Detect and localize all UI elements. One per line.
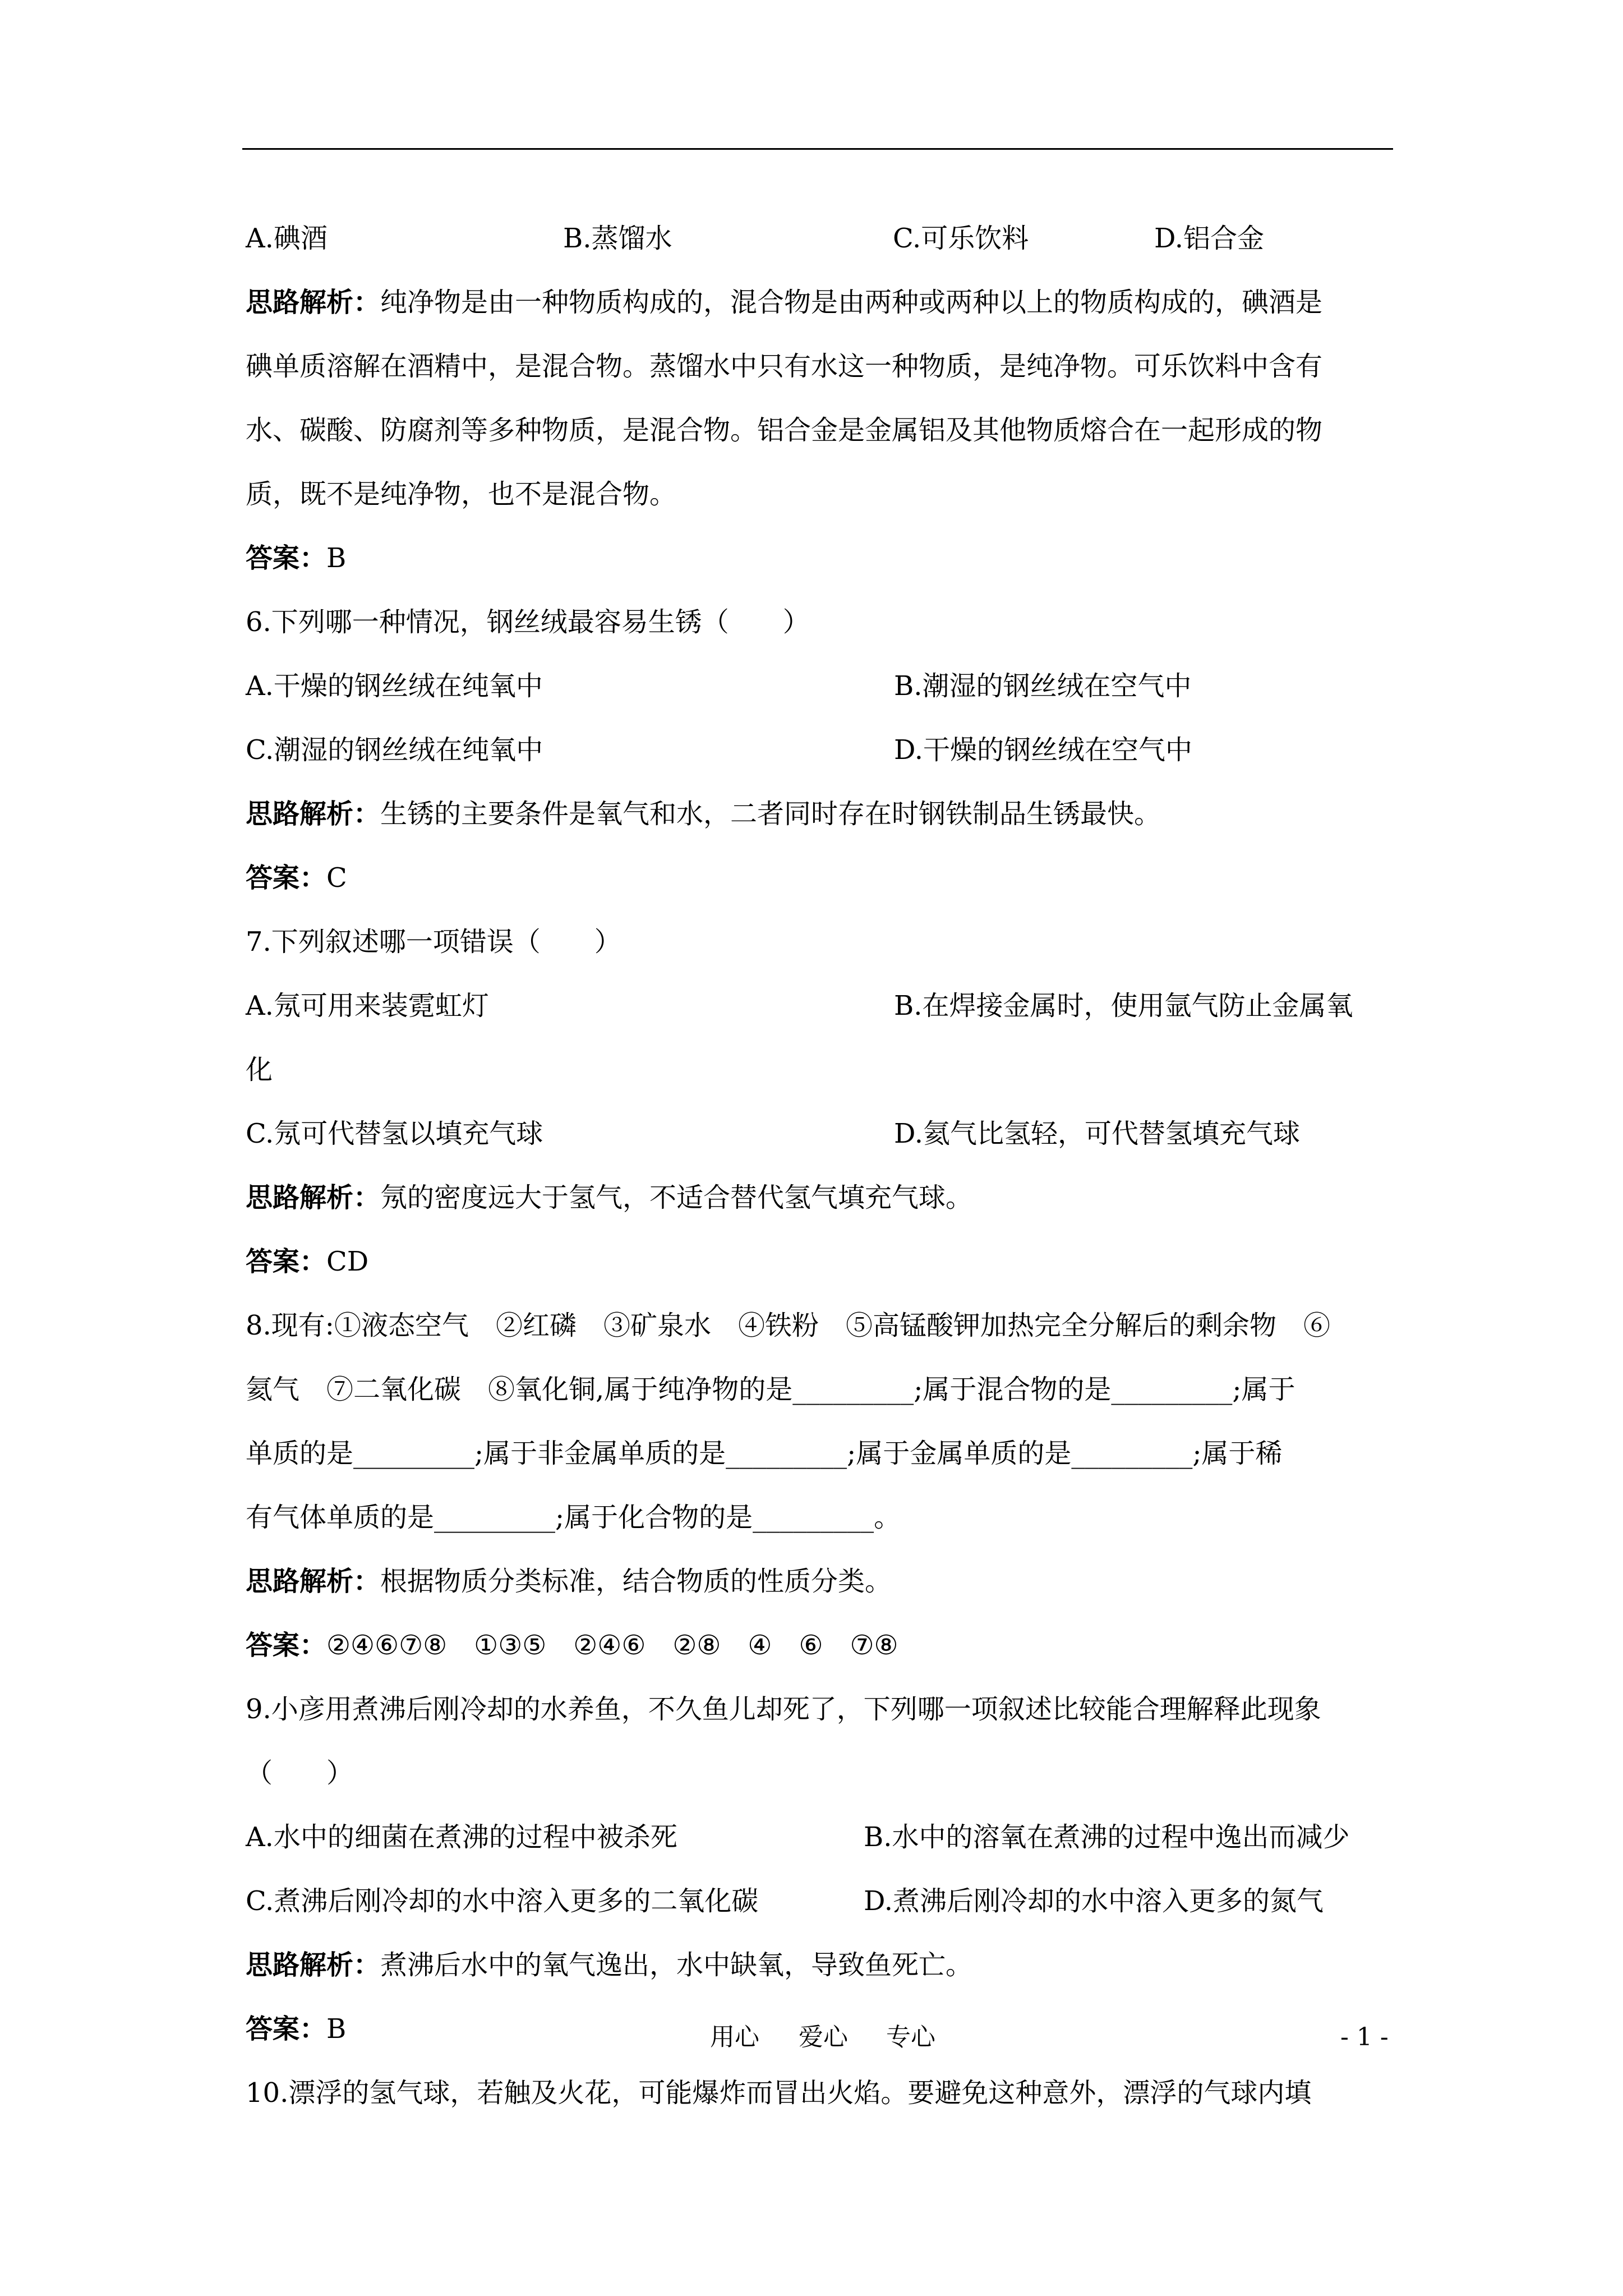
q10-question: 10.漂浮的氢气球，若触及火花，可能爆炸而冒出火焰。要避免这种意外，漂浮的气球内填 (246, 2077, 1312, 2109)
footer-item-2: 爱心 (799, 2023, 848, 2051)
q6-options-row-1 (246, 654, 1395, 718)
footer-item-1: 用心 (710, 2023, 759, 2051)
q5-option-c: C.可乐饮料 (893, 223, 1029, 254)
q7-options-row-2 (246, 1102, 1395, 1166)
q7-option-a: A.氖可用来装霓虹灯 (246, 990, 489, 1022)
q7-option-d: D.氦气比氢轻，可代替氢填充气球 (894, 1118, 1301, 1149)
q7-question: 7.下列叙述哪一项错误（ ） (246, 926, 621, 958)
q6-option-b: B.潮湿的钢丝绒在空气中 (894, 670, 1192, 702)
page-number: - 1 - (1340, 2023, 1389, 2051)
q6-answer-label: 答案： (246, 862, 327, 894)
q5-option-a: A.碘酒 (246, 223, 328, 254)
q7-option-b: B.在焊接金属时，使用氩气防止金属氧 (894, 990, 1353, 1022)
q6-analysis: 思路解析：生锈的主要条件是氧气和水，二者同时存在时钢铁制品生锈最快。 (246, 798, 1161, 830)
q7-option-c: C.氖可代替氢以填充气球 (246, 1118, 543, 1149)
q9-option-c: C.煮沸后刚冷却的水中溶入更多的二氧化碳 (246, 1885, 759, 1917)
q6-option-c: C.潮湿的钢丝绒在纯氧中 (246, 734, 543, 766)
q7-answer: 答案：CD (246, 1246, 369, 1277)
q7-analysis-label: 思路解析： (246, 1182, 381, 1213)
q8-answer: 答案：②④⑥⑦⑧ ①③⑤ ②④⑥ ②⑧ ④ ⑥ ⑦⑧ (246, 1630, 898, 1661)
q7-answer-label: 答案： (246, 1246, 327, 1277)
q8-line-2: 氦气 ⑦二氧化碳 ⑧氧化铜,属于纯净物的是_________;属于混合物的是_________;属于 (246, 1374, 1295, 1405)
q6-option-a: A.干燥的钢丝绒在纯氧中 (246, 670, 543, 702)
q5-option-b: B.蒸馏水 (563, 223, 672, 254)
q5-options (246, 206, 1395, 270)
q7-analysis: 思路解析：氖的密度远大于氢气，不适合替代氢气填充气球。 (246, 1182, 973, 1213)
q9-option-d: D.煮沸后刚冷却的水中溶入更多的氮气 (864, 1885, 1324, 1917)
q6-question: 6.下列哪一种情况，钢丝绒最容易生锈（ ） (246, 606, 810, 638)
q6-options-row-2 (246, 718, 1395, 782)
q7-option-b-wrap: 化 (246, 1054, 273, 1085)
q5-analysis-line-4: 质，既不是纯净物，也不是混合物。 (246, 478, 677, 510)
q8-line-3: 单质的是_________;属于非金属单质的是_________;属于金属单质的是_________;属于稀 (246, 1438, 1283, 1469)
q9-options-row-1 (246, 1805, 1395, 1869)
q8-line-1: 8.现有:①液态空气 ②红磷 ③矿泉水 ④铁粉 ⑤高锰酸钾加热完全分解后的剩余物 ⑥ (246, 1310, 1330, 1341)
q8-analysis-label: 思路解析： (246, 1566, 381, 1597)
q9-answer: 答案：B (246, 2013, 347, 2045)
q9-answer-label: 答案： (246, 2013, 327, 2045)
q5-option-d: D.铝合金 (1154, 223, 1265, 254)
page-footer (0, 2015, 1623, 2060)
q9-question: 9.小彦用煮沸后刚冷却的水养鱼，不久鱼儿却死了，下列哪一项叙述比较能合理解释此现象 (246, 1694, 1321, 1725)
q9-option-a: A.水中的细菌在煮沸的过程中被杀死 (246, 1821, 677, 1853)
q9-analysis: 思路解析：煮沸后水中的氧气逸出，水中缺氧，导致鱼死亡。 (246, 1949, 973, 1981)
q5-analysis-line-1: 思路解析：纯净物是由一种物质构成的，混合物是由两种或两种以上的物质构成的，碘酒是 (246, 287, 1323, 318)
q8-line-4: 有气体单质的是_________;属于化合物的是_________。 (246, 1502, 901, 1533)
q5-answer: 答案：B (246, 542, 347, 574)
q5-analysis-line-3: 水、碳酸、防腐剂等多种物质，是混合物。铝合金是金属铝及其他物质熔合在一起形成的物 (246, 415, 1323, 446)
q5-answer-label: 答案： (246, 542, 327, 574)
q9-options-row-2 (246, 1869, 1395, 1933)
q8-analysis: 思路解析：根据物质分类标准，结合物质的性质分类。 (246, 1566, 892, 1597)
q7-options-row-1 (246, 974, 1395, 1038)
q6-option-d: D.干燥的钢丝绒在空气中 (894, 734, 1193, 766)
q9-question-wrap: （ ） (246, 1757, 354, 1789)
q5-analysis-line-2: 碘单质溶解在酒精中，是混合物。蒸馏水中只有水这一种物质，是纯净物。可乐饮料中含有 (246, 351, 1323, 382)
q6-answer: 答案：C (246, 862, 347, 894)
q6-analysis-label: 思路解析： (246, 798, 381, 830)
footer-item-3: 专心 (886, 2023, 935, 2051)
header-rule (242, 148, 1393, 150)
document-body (246, 206, 1395, 2125)
q5-analysis-label: 思路解析： (246, 287, 381, 318)
q9-analysis-label: 思路解析： (246, 1949, 381, 1981)
q8-answer-label: 答案： (246, 1630, 327, 1661)
q9-option-b: B.水中的溶氧在煮沸的过程中逸出而减少 (864, 1821, 1350, 1853)
